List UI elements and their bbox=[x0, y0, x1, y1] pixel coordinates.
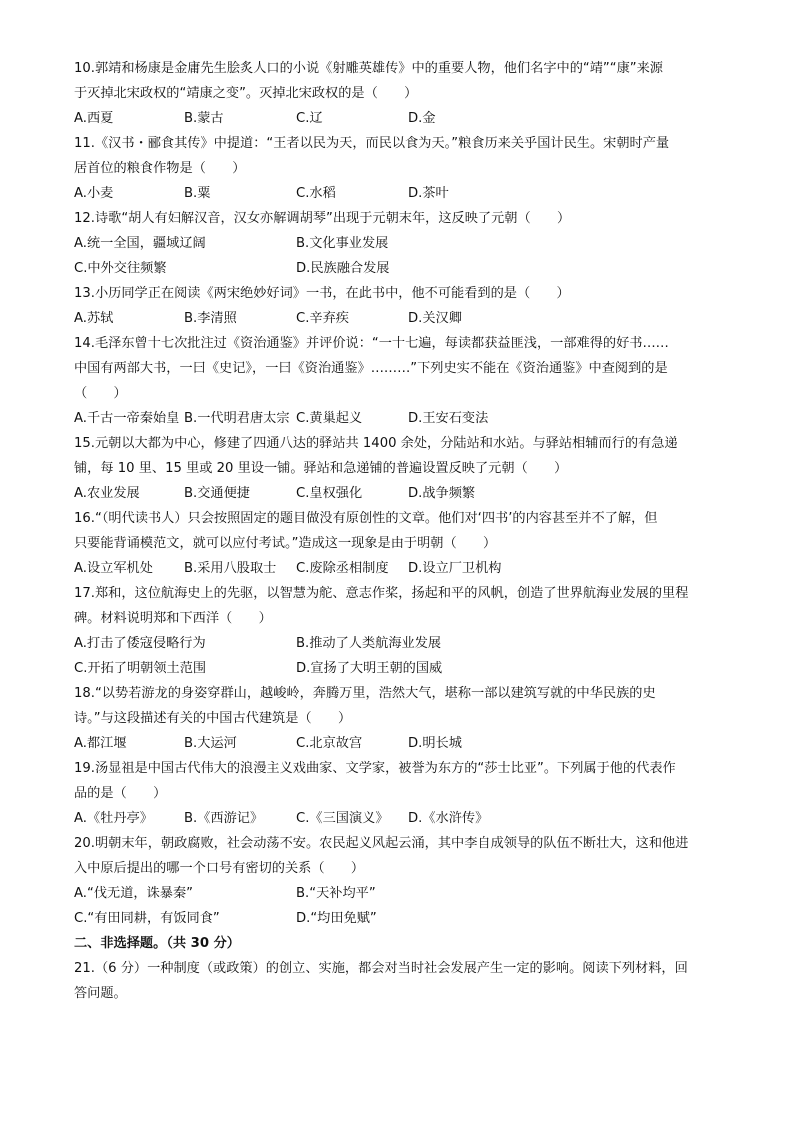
q15-stem-line2: 铺，每 10 里、15 里或 20 里设一铺。驿站和急递铺的普遍设置反映了元朝（ ） bbox=[74, 461, 568, 476]
q13-option-b: B.李清照 bbox=[184, 311, 237, 326]
q11-stem-line2: 居首位的粮食作物是（ ） bbox=[74, 161, 246, 176]
q16-option-a: A.设立军机处 bbox=[74, 561, 153, 576]
q12-stem-line1: 12.诗歌“胡人有妇解汉音，汉女亦解调胡琴”出现于元朝末年，这反映了元朝（ ） bbox=[74, 211, 571, 226]
q11-option-b: B.粟 bbox=[184, 186, 211, 201]
q20-option-a: A.“伐无道，诛暴秦” bbox=[74, 886, 193, 901]
q14-stem-line1: 14.毛泽东曾十七次批注过《资治通鉴》并评价说：“一十七遍，每读都获益匪浅，一部难得的好书…… bbox=[74, 336, 669, 351]
q12-option-a: A.统一全国，疆域辽阔 bbox=[74, 236, 206, 251]
q14-option-a: A.千古一帝秦始皇 bbox=[74, 411, 180, 426]
q12-option-c: C.中外交往频繁 bbox=[74, 261, 167, 276]
q16-option-c: C.废除丞相制度 bbox=[296, 561, 389, 576]
q20-option-d: D.“均田免赋” bbox=[296, 911, 377, 926]
q13-option-d: D.关汉卿 bbox=[408, 311, 462, 326]
q18-option-c: C.北京故宫 bbox=[296, 736, 363, 751]
q18-stem-line1: 18.“以势若游龙的身姿穿群山，越峻岭，奔腾万里，浩然大气，堪称一部以建筑写就的中华民族的史 bbox=[74, 686, 656, 701]
q15-stem-line1: 15.元朝以大都为中心，修建了四通八达的驿站共 1400 余处，分陆站和水站。与驿站相辅而行的有急递 bbox=[74, 436, 678, 451]
q19-option-a: A.《牡丹亭》 bbox=[74, 811, 153, 826]
q12-option-b: B.文化事业发展 bbox=[296, 236, 389, 251]
q19-stem-line1: 19.汤显祖是中国古代伟大的浪漫主义戏曲家、文学家，被誉为东方的“莎士比亚”。下列属于他的代表作 bbox=[74, 761, 676, 776]
q16-stem-line2: 只要能背诵模范文，就可以应付考试。”造成这一现象是由于明朝（ ） bbox=[74, 536, 497, 551]
q12-option-d: D.民族融合发展 bbox=[296, 261, 390, 276]
q11-option-d: D.茶叶 bbox=[408, 186, 449, 201]
q13-option-c: C.辛弃疾 bbox=[296, 311, 349, 326]
q14-option-c: C.黄巢起义 bbox=[296, 411, 363, 426]
q19-option-b: B.《西游记》 bbox=[184, 811, 264, 826]
q20-stem-line2: 入中原后提出的哪一个口号有密切的关系（ ） bbox=[74, 861, 365, 876]
q15-option-b: B.交通便捷 bbox=[184, 486, 250, 501]
q15-option-d: D.战争频繁 bbox=[408, 486, 476, 501]
section-heading: 二、非选择题。（共 30 分） bbox=[74, 936, 240, 951]
q16-option-b: B.采用八股取士 bbox=[184, 561, 277, 576]
q17-stem-line2: 碑。材料说明郑和下西洋（ ） bbox=[74, 611, 272, 626]
q10-option-c: C.辽 bbox=[296, 111, 323, 126]
q19-option-c: C.《三国演义》 bbox=[296, 811, 389, 826]
q15-option-a: A.农业发展 bbox=[74, 486, 140, 501]
q16-option-d: D.设立厂卫机构 bbox=[408, 561, 502, 576]
q20-option-b: B.“天补均平” bbox=[296, 886, 376, 901]
q19-option-d: D.《水浒传》 bbox=[408, 811, 489, 826]
q14-option-d: D.王安石变法 bbox=[408, 411, 489, 426]
q14-option-b: B.一代明君唐太宗 bbox=[184, 411, 290, 426]
q18-stem-line2: 诗。”与这段描述有关的中国古代建筑是（ ） bbox=[74, 711, 352, 726]
q17-option-d: D.宣扬了大明王朝的国威 bbox=[296, 661, 443, 676]
q14-stem-line2: 中国有两部大书，一曰《史记》，一曰《资治通鉴》………”下列史实不能在《资治通鉴》中查阅到的是 bbox=[74, 361, 668, 376]
q20-stem-line1: 20.明朝末年，朝政腐败，社会动荡不安。农民起义风起云涌，其中李自成领导的队伍不断壮大，这和他进 bbox=[74, 836, 689, 851]
q17-option-a: A.打击了倭寇侵略行为 bbox=[74, 636, 206, 651]
q18-option-b: B.大运河 bbox=[184, 736, 237, 751]
q19-stem-line2: 品的是（ ） bbox=[74, 786, 167, 801]
q15-option-c: C.皇权强化 bbox=[296, 486, 363, 501]
q21-stem-line1: 21.（6 分）一种制度（或政策）的创立、实施，都会对当时社会发展产生一定的影响。阅读下列材料，回 bbox=[74, 961, 688, 976]
q10-option-b: B.蒙古 bbox=[184, 111, 224, 126]
q21-stem-line2: 答问题。 bbox=[74, 986, 127, 1001]
q18-option-d: D.明长城 bbox=[408, 736, 462, 751]
q10-option-a: A.西夏 bbox=[74, 111, 114, 126]
q17-option-c: C.开拓了明朝领土范围 bbox=[74, 661, 207, 676]
q13-option-a: A.苏轼 bbox=[74, 311, 114, 326]
q17-stem-line1: 17.郑和，这位航海史上的先驱，以智慧为舵、意志作桨，扬起和平的风帆，创造了世界航海业发展的里程 bbox=[74, 586, 689, 601]
q11-option-a: A.小麦 bbox=[74, 186, 114, 201]
q14-stem-line3: （ ） bbox=[74, 386, 127, 401]
q20-option-c: C.“有田同耕，有饭同食” bbox=[74, 911, 220, 926]
q10-stem-line2: 于灭掉北宋政权的“靖康之变”。灭掉北宋政权的是（ ） bbox=[74, 86, 418, 101]
q18-option-a: A.都江堰 bbox=[74, 736, 127, 751]
q13-stem-line1: 13.小历同学正在阅读《两宋绝妙好词》一书，在此书中，他不可能看到的是（ ） bbox=[74, 286, 570, 301]
q10-stem-line1: 10.郭靖和杨康是金庸先生脍炙人口的小说《射雕英雄传》中的重要人物，他们名字中的“靖”“康”来源 bbox=[74, 61, 663, 76]
q16-stem-line1: 16.“（明代读书人）只会按照固定的题目做没有原创性的文章。他们对‘四书’的内容甚至并不了解，但 bbox=[74, 511, 658, 526]
q11-option-c: C.水稻 bbox=[296, 186, 336, 201]
q17-option-b: B.推动了人类航海业发展 bbox=[296, 636, 442, 651]
q11-stem-line1: 11.《汉书・郦食其传》中提道：“王者以民为天，而民以食为天。”粮食历来关乎国计民生。宋朝时产量 bbox=[74, 136, 670, 151]
q10-option-d: D.金 bbox=[408, 111, 436, 126]
